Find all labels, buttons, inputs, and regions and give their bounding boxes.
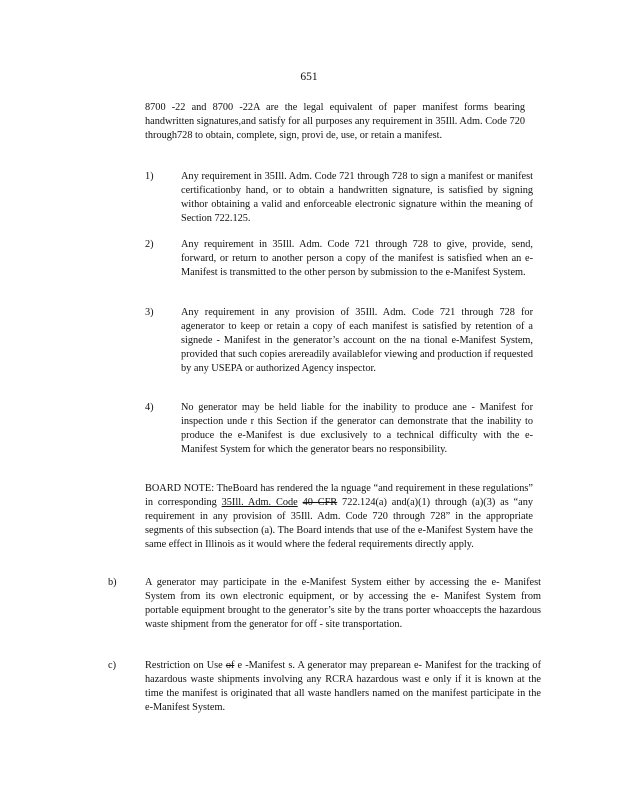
struck-deletion: 40 CFR	[302, 496, 338, 508]
item-number: 4)	[145, 402, 154, 413]
subsection-text-part: e -Manifest s. A generator may preparean e- Manifest for the tracking of hazardous waste shipments involving any RCRA hazardous wast e only if it is known at the time the manifest is originated that all waste handlers named on the manifest participate in the e-Manifest System.	[145, 660, 541, 713]
item-number: 3)	[145, 307, 154, 318]
subsection-text-part: Restriction on Use	[145, 660, 226, 671]
intro-paragraph: 8700 -22 and 8700 -22A are the legal equivalent of paper manifest forms bearing handwritten signatures,and satisfy for all purposes any requirement in 35Ill. Adm. Code 720 through728 to obtain, complete, sign, provi de, use, or retain a manifest.	[145, 102, 525, 141]
item-text: Any requirement in 35Ill. Adm. Code 721 through 728 to give, provide, send, forward, or return to another person a copy of the manifest is satisfied when an e-Manifest is transmitted to the other person by submission to the e-Manifest System.	[181, 239, 533, 278]
item-text: No generator may be held liable for the inability to produce ane - Manifest for inspection unde r this Section if the generator can demonstrate that the inability to produce the e-Manifest is due exclusively to a technical difficulty with the e-Manifest System for which the generator bears no responsibility.	[181, 402, 533, 455]
subsection-text: A generator may participate in the e-Manifest System either by accessing the e- Manifest System from its own electronic equipment, or by accessing the e- Manifest System from portable equipment brought to the generator’s site by the trans porter whoaccepts the hazardous waste shipment from the generator for off - site transportation.	[145, 577, 541, 630]
page-number: 651	[300, 71, 318, 83]
subsection-text	[145, 659, 541, 715]
item-text: Any requirement in 35Ill. Adm. Code 721 through 728 to sign a manifest or manifest certificationby hand, or to obtain a handwritten signature, is satisfied by signing withor obtaining a valid and enforceable electronic signature within the meaning of Section 722.125.	[181, 171, 533, 224]
item-text: Any requirement in any provision of 35Ill. Adm. Code 721 through 728 for agenerator to keep or retain a copy of each manifest is satisfied by retention of a signede - Manifest in the generator’s account on the na tional e-Manifest System, provided that such copies arereadily availablefor viewing and production if requested by any USEPA or authorized Agency inspector.	[181, 307, 533, 374]
struck-deletion: of	[225, 660, 235, 671]
board-note-text: 722.124(a) and(a)(1) through (a)(3) as “any requirement in any provision of 35Ill. Adm. Code 720 through 728” in the appropriate segments of this subsection (a). The Board intends that use of the e-Manifest System have the same effect in Illinois as it would where the federal requirements directly apply.	[145, 496, 533, 550]
board-note	[145, 482, 533, 552]
item-number: 1)	[145, 171, 154, 182]
underlined-insertion: 35Ill. Adm. Code	[221, 496, 298, 508]
item-number: 2)	[145, 239, 154, 250]
subsection-label: b)	[108, 577, 117, 588]
board-note-text: BOARD NOTE: TheBoard has rendered the la nguage “and requirement in these regulations” in corresponding	[145, 483, 533, 508]
subsection-label: c)	[108, 660, 116, 671]
